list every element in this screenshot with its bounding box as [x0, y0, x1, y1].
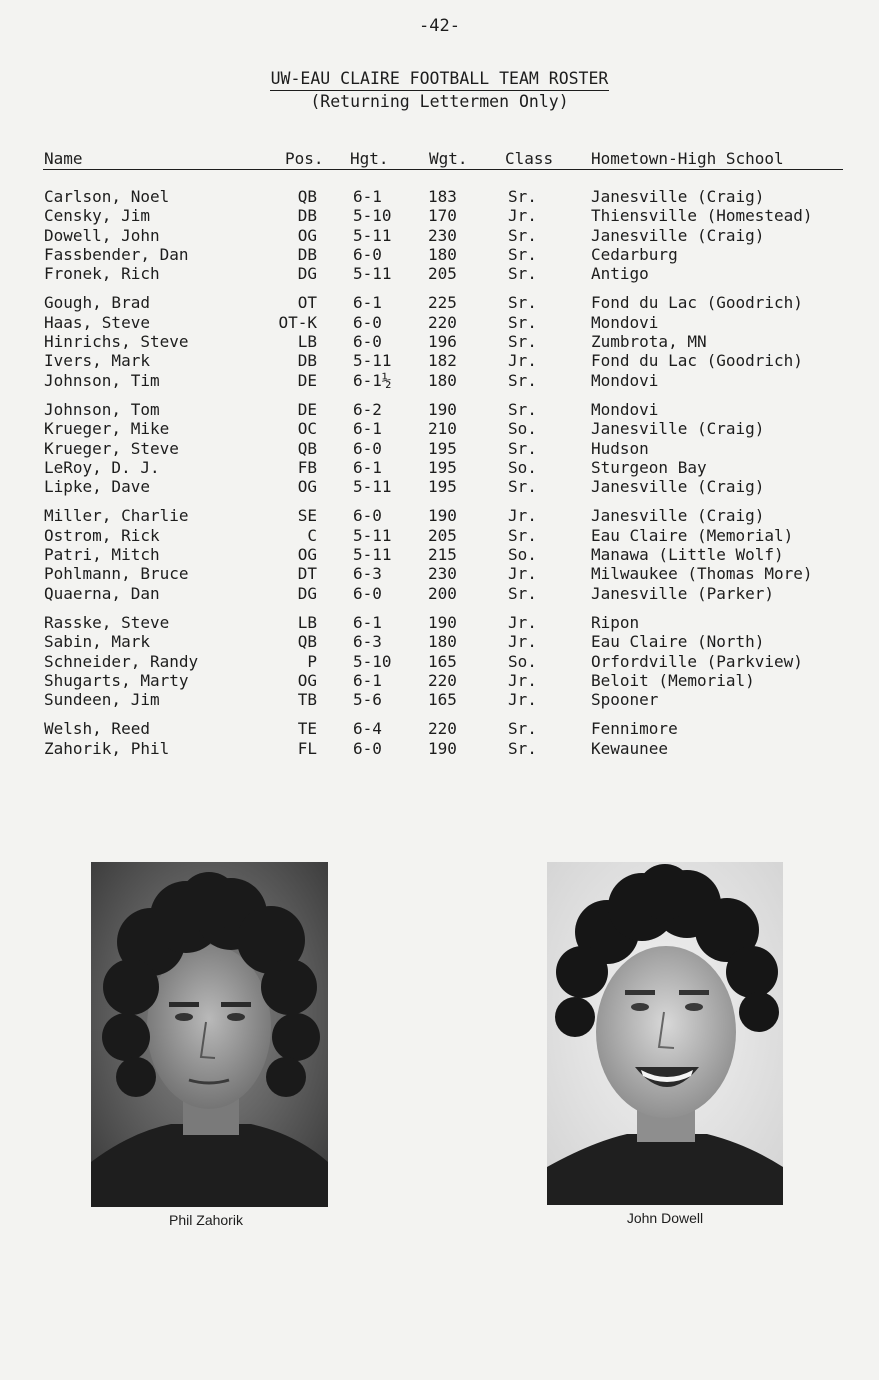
- player-class: Sr.: [508, 264, 537, 284]
- player-name: Ivers, Mark: [44, 351, 150, 371]
- player-position: P: [307, 651, 317, 671]
- table-row: [43, 187, 843, 206]
- player-name: Johnson, Tim: [44, 370, 160, 390]
- player-class: Jr.: [508, 612, 537, 632]
- player-position: OG: [297, 670, 317, 690]
- player-name: Sabin, Mark: [44, 632, 150, 652]
- player-hometown: Orfordville (Parkview): [591, 651, 803, 671]
- player-hometown: Hudson: [591, 438, 649, 458]
- roster-body: [43, 187, 843, 758]
- player-weight: 200: [428, 583, 457, 603]
- table-row: [43, 671, 843, 690]
- player-class: Sr.: [508, 477, 537, 497]
- player-hometown: Janesville (Parker): [591, 583, 775, 603]
- player-weight: 220: [428, 670, 457, 690]
- player-weight: 225: [428, 293, 457, 313]
- table-row: [43, 351, 843, 370]
- player-height: 5-11: [353, 525, 392, 545]
- player-height: 5-11: [353, 351, 392, 371]
- player-hometown: Fond du Lac (Goodrich): [591, 293, 803, 313]
- player-class: Jr.: [508, 206, 537, 226]
- player-name: Censky, Jim: [44, 206, 150, 226]
- player-position: LB: [297, 332, 317, 352]
- table-row: [43, 632, 843, 651]
- table-row: [43, 545, 843, 564]
- player-hometown: Mondovi: [591, 399, 659, 419]
- header-wgt: Wgt.: [429, 149, 468, 168]
- player-height: 6-3: [353, 632, 382, 652]
- player-height: 6-1: [353, 187, 382, 206]
- header-class: Class: [505, 149, 554, 168]
- player-weight: 220: [428, 719, 457, 739]
- player-height: 6-1½: [353, 370, 392, 390]
- player-name: Krueger, Steve: [44, 438, 179, 458]
- player-height: 6-2: [353, 399, 382, 419]
- roster-group: [43, 400, 843, 496]
- player-weight: 182: [428, 351, 457, 371]
- player-weight: 180: [428, 632, 457, 652]
- player-name: Miller, Charlie: [44, 506, 189, 526]
- player-position: C: [307, 525, 317, 545]
- player-height: 5-10: [353, 206, 392, 226]
- header-hgt: Hgt.: [350, 149, 389, 168]
- player-height: 6-1: [353, 457, 382, 477]
- player-position: OT-K: [278, 312, 317, 332]
- player-class: So.: [508, 419, 537, 439]
- player-name: Welsh, Reed: [44, 719, 150, 739]
- player-height: 6-1: [353, 670, 382, 690]
- player-weight: 230: [428, 564, 457, 584]
- player-position: OT: [297, 293, 317, 313]
- player-position: FB: [297, 457, 317, 477]
- player-class: Jr.: [508, 690, 537, 710]
- table-row: [43, 526, 843, 545]
- photo-caption-zahorik: Phil Zahorik: [169, 1212, 243, 1228]
- player-weight: 190: [428, 399, 457, 419]
- player-height: 6-0: [353, 506, 382, 526]
- player-position: TB: [297, 690, 317, 710]
- player-height: 6-0: [353, 583, 382, 603]
- player-height: 6-1: [353, 293, 382, 313]
- player-class: Sr.: [508, 187, 537, 206]
- player-name: Carlson, Noel: [44, 187, 170, 206]
- player-hometown: Beloit (Memorial): [591, 670, 755, 690]
- player-hometown: Eau Claire (Memorial): [591, 525, 794, 545]
- player-name: Fassbender, Dan: [44, 244, 189, 264]
- roster-group: [43, 506, 843, 602]
- player-height: 6-0: [353, 312, 382, 332]
- player-position: DE: [297, 370, 317, 390]
- player-name: Fronek, Rich: [44, 264, 160, 284]
- player-position: QB: [297, 438, 317, 458]
- player-class: So.: [508, 457, 537, 477]
- player-weight: 230: [428, 225, 457, 245]
- table-row: [43, 739, 843, 758]
- player-position: QB: [297, 632, 317, 652]
- player-height: 6-1: [353, 612, 382, 632]
- player-weight: 205: [428, 525, 457, 545]
- player-position: DB: [297, 351, 317, 371]
- player-weight: 210: [428, 419, 457, 439]
- player-position: OG: [297, 477, 317, 497]
- player-hometown: Janesville (Craig): [591, 225, 765, 245]
- player-name: Sundeen, Jim: [44, 690, 160, 710]
- player-position: OG: [297, 225, 317, 245]
- player-weight: 195: [428, 457, 457, 477]
- table-row: [43, 245, 843, 264]
- player-name: Schneider, Randy: [44, 651, 199, 671]
- player-position: QB: [297, 187, 317, 206]
- player-height: 6-3: [353, 564, 382, 584]
- player-hometown: Janesville (Craig): [591, 477, 765, 497]
- player-hometown: Fennimore: [591, 719, 678, 739]
- player-hometown: Antigo: [591, 264, 649, 284]
- player-class: Sr.: [508, 738, 537, 758]
- player-name: Patri, Mitch: [44, 545, 160, 565]
- player-name: LeRoy, D. J.: [44, 457, 160, 477]
- title-block: [0, 68, 879, 112]
- player-class: So.: [508, 545, 537, 565]
- player-height: 5-11: [353, 545, 392, 565]
- table-row: [43, 506, 843, 525]
- player-class: Jr.: [508, 351, 537, 371]
- player-class: Sr.: [508, 583, 537, 603]
- player-class: Sr.: [508, 332, 537, 352]
- player-position: SE: [297, 506, 317, 526]
- player-class: Jr.: [508, 564, 537, 584]
- player-hometown: Ripon: [591, 612, 640, 632]
- table-row: [43, 458, 843, 477]
- player-class: Sr.: [508, 525, 537, 545]
- player-weight: 165: [428, 651, 457, 671]
- player-position: OG: [297, 545, 317, 565]
- player-height: 5-11: [353, 477, 392, 497]
- player-name: Quaerna, Dan: [44, 583, 160, 603]
- player-hometown: Janesville (Craig): [591, 187, 765, 206]
- player-hometown: Kewaunee: [591, 738, 669, 758]
- table-row: [43, 477, 843, 496]
- player-class: Jr.: [508, 506, 537, 526]
- player-hometown: Janesville (Craig): [591, 419, 765, 439]
- player-weight: 196: [428, 332, 457, 352]
- table-header: [43, 147, 843, 170]
- page-subtitle: (Returning Lettermen Only): [310, 92, 569, 111]
- roster-group: [43, 719, 843, 758]
- player-class: Sr.: [508, 312, 537, 332]
- table-row: [43, 652, 843, 671]
- player-class: Sr.: [508, 244, 537, 264]
- table-row: [43, 419, 843, 438]
- player-hometown: Mondovi: [591, 370, 659, 390]
- player-height: 6-0: [353, 738, 382, 758]
- player-hometown: Eau Claire (North): [591, 632, 765, 652]
- player-position: DE: [297, 399, 317, 419]
- player-weight: 170: [428, 206, 457, 226]
- player-class: Sr.: [508, 225, 537, 245]
- player-position: OC: [297, 419, 317, 439]
- table-row: [43, 332, 843, 351]
- player-name: Hinrichs, Steve: [44, 332, 189, 352]
- player-class: Sr.: [508, 719, 537, 739]
- table-row: [43, 690, 843, 709]
- roster-group: [43, 613, 843, 709]
- table-row: [43, 613, 843, 632]
- player-hometown: Fond du Lac (Goodrich): [591, 351, 803, 371]
- player-height: 6-1: [353, 419, 382, 439]
- header-name: Name: [44, 149, 83, 168]
- table-row: [43, 564, 843, 583]
- table-row: [43, 400, 843, 419]
- player-weight: 205: [428, 264, 457, 284]
- player-height: 5-6: [353, 690, 382, 710]
- player-height: 6-4: [353, 719, 382, 739]
- roster-table: [43, 147, 843, 758]
- player-name: Rasske, Steve: [44, 612, 170, 632]
- player-hometown: Janesville (Craig): [591, 506, 765, 526]
- player-class: Sr.: [508, 399, 537, 419]
- player-name: Haas, Steve: [44, 312, 150, 332]
- player-weight: 215: [428, 545, 457, 565]
- player-name: Johnson, Tom: [44, 399, 160, 419]
- player-weight: 195: [428, 438, 457, 458]
- player-class: Sr.: [508, 438, 537, 458]
- table-row: [43, 439, 843, 458]
- player-hometown: Thiensville (Homestead): [591, 206, 813, 226]
- header-pos: Pos.: [285, 149, 324, 168]
- table-row: [43, 293, 843, 312]
- table-row: [43, 206, 843, 225]
- table-row: [43, 313, 843, 332]
- table-row: [43, 719, 843, 738]
- player-height: 5-11: [353, 225, 392, 245]
- player-name: Pohlmann, Bruce: [44, 564, 189, 584]
- player-position: DB: [297, 206, 317, 226]
- player-height: 6-0: [353, 244, 382, 264]
- player-hometown: Mondovi: [591, 312, 659, 332]
- table-row: [43, 584, 843, 603]
- player-height: 5-10: [353, 651, 392, 671]
- player-position: FL: [297, 738, 317, 758]
- player-weight: 165: [428, 690, 457, 710]
- player-class: Sr.: [508, 293, 537, 313]
- player-hometown: Zumbrota, MN: [591, 332, 707, 352]
- player-weight: 180: [428, 244, 457, 264]
- player-position: DB: [297, 244, 317, 264]
- player-name: Krueger, Mike: [44, 419, 170, 439]
- player-weight: 220: [428, 312, 457, 332]
- page-number: -42-: [419, 16, 460, 36]
- table-row: [43, 371, 843, 390]
- player-hometown: Cedarburg: [591, 244, 678, 264]
- player-class: Sr.: [508, 370, 537, 390]
- player-class: Jr.: [508, 670, 537, 690]
- player-hometown: Manawa (Little Wolf): [591, 545, 784, 565]
- player-name: Shugarts, Marty: [44, 670, 189, 690]
- player-class: Jr.: [508, 632, 537, 652]
- player-weight: 190: [428, 738, 457, 758]
- player-height: 5-11: [353, 264, 392, 284]
- player-height: 6-0: [353, 438, 382, 458]
- player-name: Ostrom, Rick: [44, 525, 160, 545]
- roster-group: [43, 293, 843, 389]
- player-height: 6-0: [353, 332, 382, 352]
- roster-group: [43, 187, 843, 283]
- player-position: TE: [297, 719, 317, 739]
- player-weight: 190: [428, 506, 457, 526]
- header-hometown: Hometown-High School: [591, 149, 784, 168]
- player-name: Dowell, John: [44, 225, 160, 245]
- page-title: UW-EAU CLAIRE FOOTBALL TEAM ROSTER: [270, 68, 610, 91]
- player-position: LB: [297, 612, 317, 632]
- player-position: DT: [297, 564, 317, 584]
- player-weight: 190: [428, 612, 457, 632]
- table-row: [43, 226, 843, 245]
- player-name: Zahorik, Phil: [44, 738, 170, 758]
- player-hometown: Sturgeon Bay: [591, 457, 707, 477]
- player-weight: 195: [428, 477, 457, 497]
- photo-caption-dowell: John Dowell: [626, 1210, 704, 1226]
- player-weight: 183: [428, 187, 457, 206]
- player-weight: 180: [428, 370, 457, 390]
- player-hometown: Spooner: [591, 690, 659, 710]
- table-row: [43, 264, 843, 283]
- player-hometown: Milwaukee (Thomas More): [591, 564, 813, 584]
- player-class: So.: [508, 651, 537, 671]
- player-name: Gough, Brad: [44, 293, 150, 313]
- player-position: DG: [297, 264, 317, 284]
- player-photo-dowell: [547, 862, 783, 1205]
- player-name: Lipke, Dave: [44, 477, 150, 497]
- player-photo-zahorik: [91, 862, 328, 1207]
- player-position: DG: [297, 583, 317, 603]
